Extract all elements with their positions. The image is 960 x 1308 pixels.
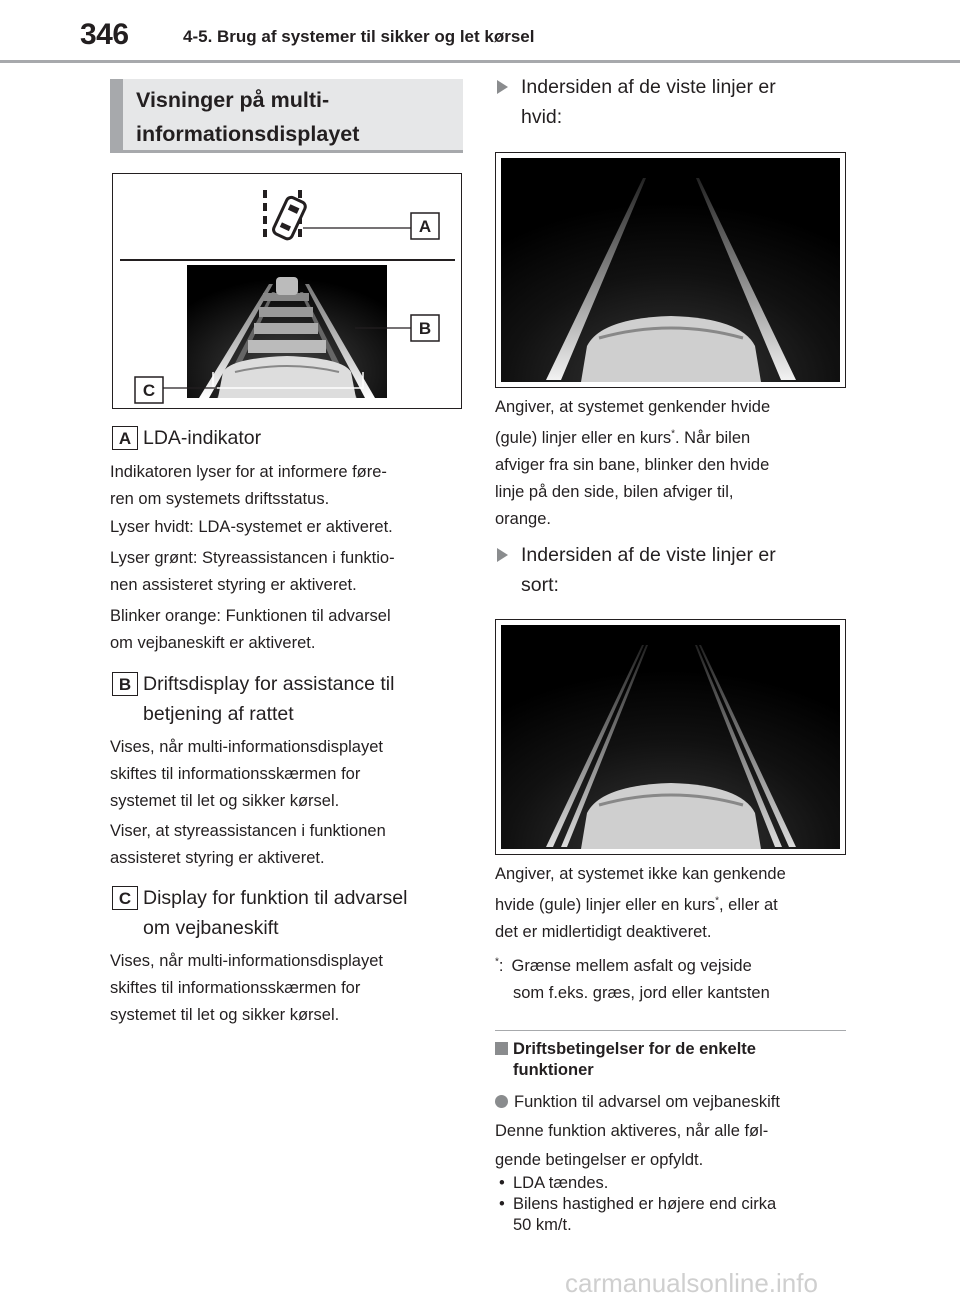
heading-line: hvid: [521, 106, 563, 128]
text-span: Funktion til advarsel om vejbaneskift [514, 1093, 780, 1111]
item-a-label: A [112, 426, 138, 450]
footnote-line-1 [495, 953, 845, 980]
heading-line: Indersiden af de viste linjer er [521, 544, 776, 566]
circle-bullet-icon [495, 1095, 508, 1108]
heading-line: sort: [521, 574, 559, 596]
item-a-para-4 [110, 603, 465, 657]
black-lines-image [495, 619, 846, 855]
section-divider [495, 1030, 846, 1031]
footnote [495, 953, 845, 1007]
item-a-para-2 [110, 514, 465, 541]
text-line: ren om systemets driftsstatus. [110, 490, 330, 508]
text-line [495, 892, 845, 919]
chapter-title: 4-5. Brug af systemer til sikker og let kørsel [183, 27, 535, 46]
arrow-bullet-icon [497, 548, 508, 562]
section-title-line1: Visninger på multi- [136, 88, 330, 112]
text-line: Blinker orange: Funktionen til advarsel [110, 607, 391, 625]
multi-info-display-illustration [113, 174, 461, 408]
item-b-para-1 [110, 734, 465, 815]
text-line: Viser, at styreassistancen i funktionen [110, 822, 386, 840]
text-line: Vises, når multi-informationsdisplayet [110, 952, 383, 970]
lda-indicator-icon [263, 190, 307, 240]
text-span: . Når bilen [674, 429, 751, 447]
text-line: Lyser hvidt: LDA-systemet er aktiveret. [110, 518, 393, 536]
conditions-heading [495, 1039, 845, 1081]
item-b-title-line1: Driftsdisplay for assistance til [143, 673, 395, 695]
text-span: , eller at [719, 896, 778, 914]
footnote-colon: : [498, 957, 504, 975]
arrow-bullet-icon [497, 80, 508, 94]
text-line: afviger fra sin bane, blinker den hvide [495, 456, 770, 474]
item-c-heading [112, 883, 467, 943]
section-title-box [110, 79, 463, 153]
text-line: systemet til let og sikker kørsel. [110, 1006, 340, 1024]
figure-label-b: B [418, 319, 432, 338]
black-lines-heading [495, 540, 845, 600]
list-item: • LDA tændes. [495, 1173, 845, 1194]
white-lines-image [495, 152, 846, 388]
list-item-continuation: 50 km/t. [513, 1216, 572, 1234]
conditions-intro [495, 1117, 845, 1175]
footnote-line-2: som f.eks. græs, jord eller kantsten [513, 984, 770, 1002]
item-b-label: B [112, 672, 138, 696]
asterisk: * [495, 956, 499, 968]
text-line [495, 425, 845, 452]
text-line: Angiver, at systemet ikke kan genkende [495, 865, 786, 883]
text-line: Indikatoren lyser for at informere føre- [110, 463, 387, 481]
conditions-subheading [495, 1089, 845, 1116]
item-c-para-1 [110, 948, 465, 1029]
figure-label-c: C [142, 381, 156, 400]
text-line: skiftes til informationsskærmen for [110, 979, 361, 997]
header-divider [0, 60, 960, 63]
text-span: (gule) linjer eller en kurs [495, 429, 672, 447]
item-a-para-1 [110, 459, 465, 513]
asterisk: * [715, 895, 720, 907]
text-line: Vises, når multi-informationsdisplayet [110, 738, 383, 756]
asterisk: * [671, 428, 675, 440]
text-span: hvide (gule) linjer eller en kurs [495, 896, 716, 914]
text-line: Lyser grønt: Styreassistancen i funktio- [110, 549, 395, 567]
item-c-title-line2: om vejbaneskift [143, 917, 279, 939]
square-bullet-icon [495, 1042, 508, 1055]
display-figure [112, 173, 462, 409]
item-b-para-2 [110, 818, 465, 872]
text-span: Driftsbetingelser for de enkelte [513, 1040, 756, 1058]
white-lane-lines-screen [501, 158, 840, 382]
heading-line: Indersiden af de viste linjer er [521, 76, 776, 98]
item-a-heading [112, 423, 467, 453]
conditions-heading-line1 [495, 1039, 845, 1060]
page-number: 346 [80, 18, 129, 51]
section-title-line2: informationsdisplayet [136, 122, 360, 146]
text-line: Angiver, at systemet genkender hvide [495, 398, 771, 416]
item-a-para-3 [110, 545, 465, 599]
text-line: om vejbaneskift er aktiveret. [110, 634, 316, 652]
item-b-title-line2: betjening af rattet [143, 703, 294, 725]
figure-label-a: A [418, 217, 432, 236]
text-line: gende betingelser er opfyldt. [495, 1151, 704, 1169]
black-lane-lines-screen [501, 625, 840, 849]
conditions-heading-line2: funktioner [513, 1061, 594, 1079]
text-line: linje på den side, bilen afviger til, [495, 483, 734, 501]
text-line: nen assisteret styring er aktiveret. [110, 576, 357, 594]
item-c-label: C [112, 886, 138, 910]
white-lines-description [495, 394, 845, 533]
text-line: assisteret styring er aktiveret. [110, 849, 325, 867]
text-line: orange. [495, 510, 551, 528]
text-span: Grænse mellem asfalt og vejside [511, 957, 752, 975]
watermark: carmanualsonline.info [565, 1268, 818, 1298]
white-lines-heading [495, 72, 845, 132]
item-b-heading [112, 669, 467, 729]
item-c-title-line1: Display for funktion til advarsel [143, 887, 408, 909]
item-a-title: LDA-indikator [143, 427, 262, 449]
text-line: skiftes til informationsskærmen for [110, 765, 361, 783]
conditions-list [495, 1173, 845, 1236]
text-line: Denne funktion aktiveres, når alle føl- [495, 1122, 769, 1140]
black-lines-description [495, 861, 845, 946]
list-item: • Bilens hastighed er højere end cirka [495, 1194, 845, 1215]
text-line: det er midlertidigt deaktiveret. [495, 923, 712, 941]
text-line: systemet til let og sikker kørsel. [110, 792, 340, 810]
